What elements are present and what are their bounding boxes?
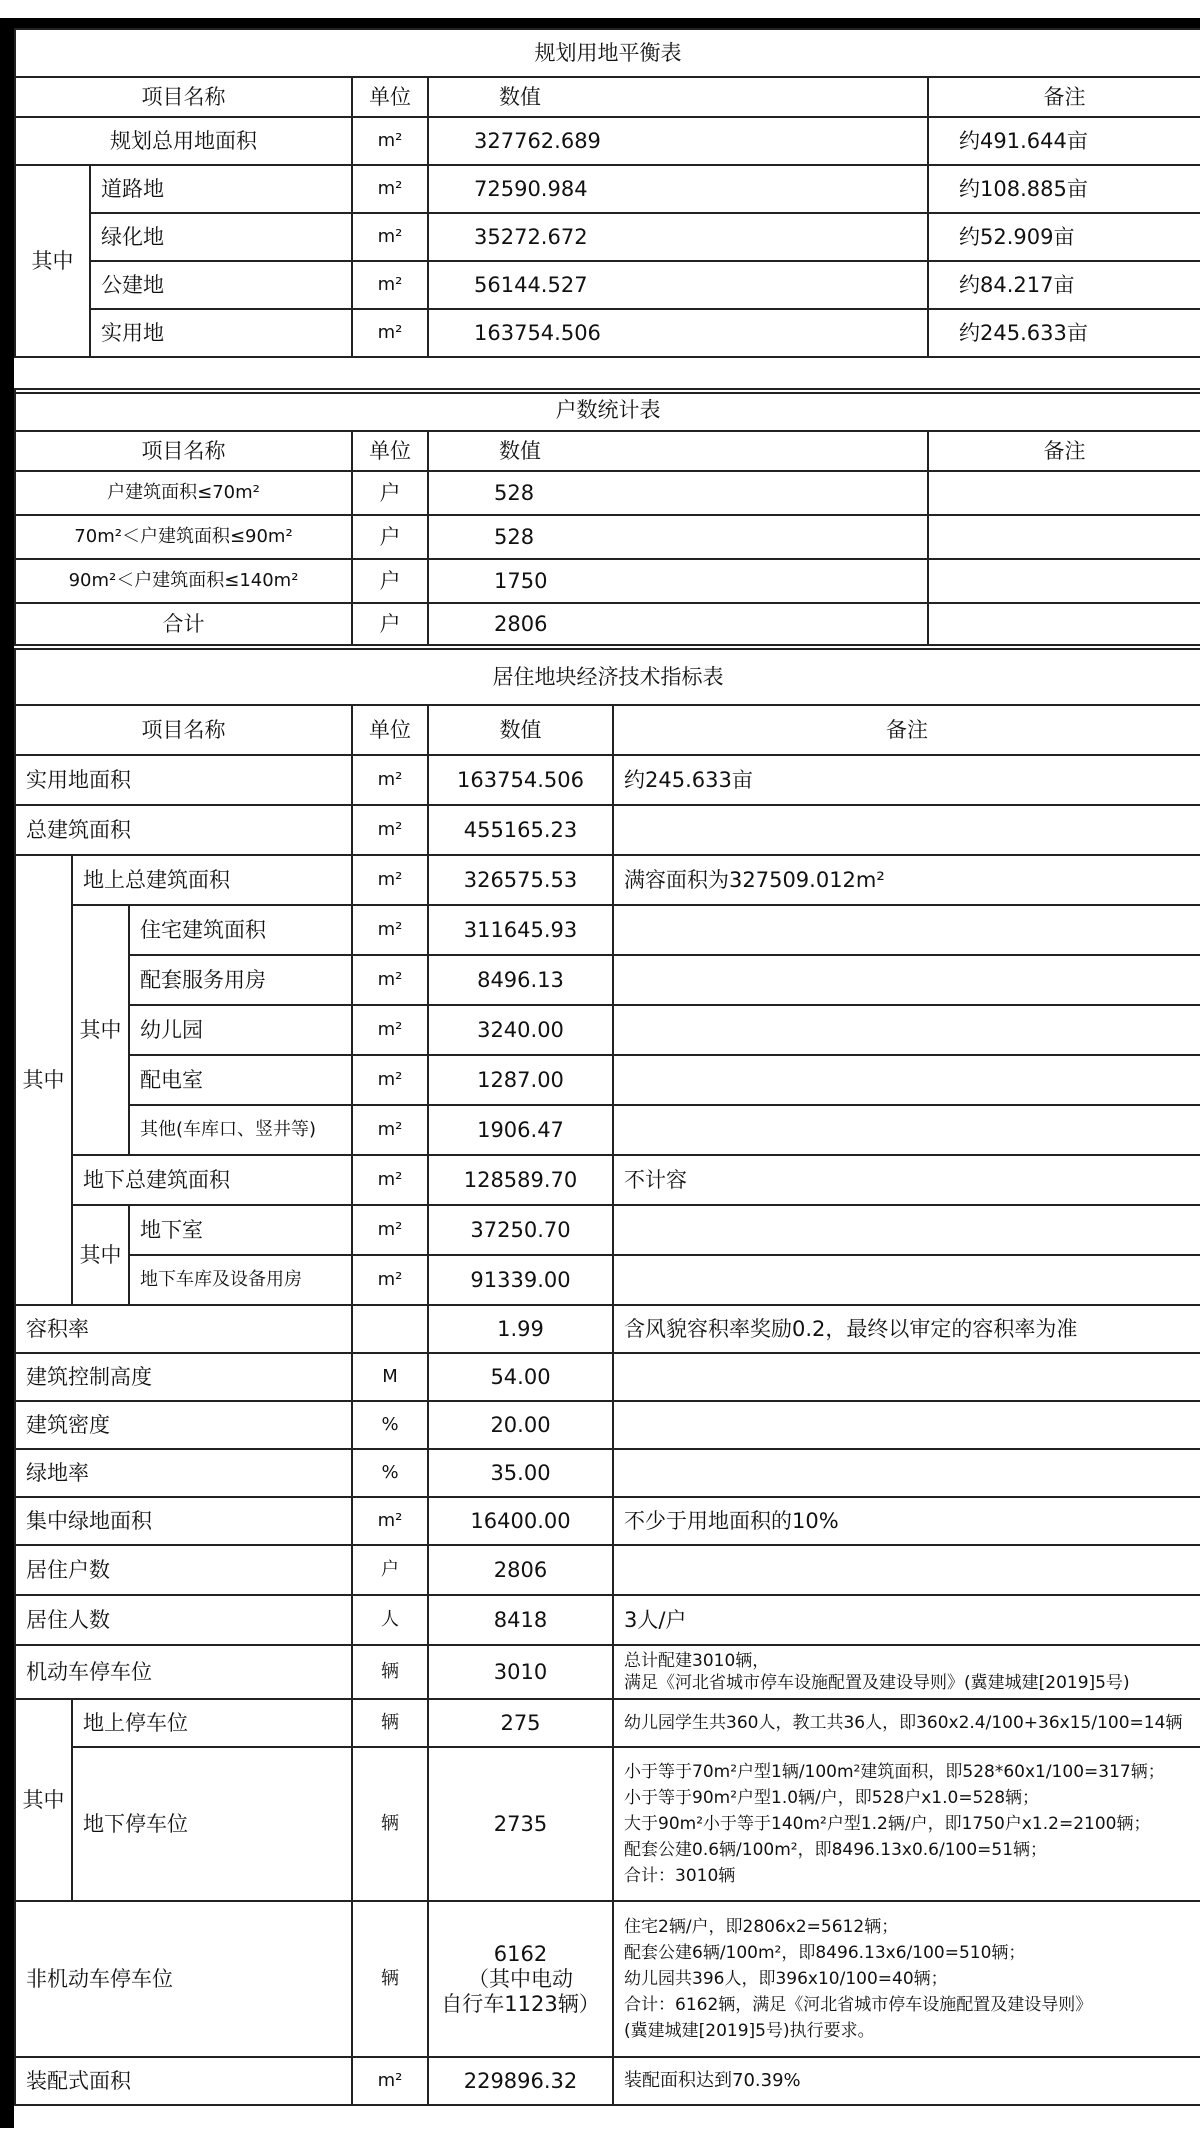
cell-note: 约245.633亩	[928, 309, 1200, 357]
cell-unit: m²	[352, 1255, 428, 1305]
group-label-outer: 其中	[15, 1699, 72, 1901]
cell-value: 3010	[428, 1645, 613, 1699]
cell-note	[613, 955, 1200, 1005]
table-title: 规划用地平衡表	[15, 29, 1200, 77]
cell-value: 8496.13	[428, 955, 613, 1005]
cell-value: 72590.984	[428, 165, 928, 213]
cell-note	[613, 1255, 1200, 1305]
cell-value: 311645.93	[428, 905, 613, 955]
cell-unit: m²	[352, 1105, 428, 1155]
cell-value: 3240.00	[428, 1005, 613, 1055]
cell-unit: m²	[352, 905, 428, 955]
cell-note	[928, 471, 1200, 515]
cell-note: 幼儿园学生共360人，教工共36人，即360x2.4/100+36x15/100=14辆	[613, 1699, 1200, 1747]
cell-value: 2806	[428, 1545, 613, 1595]
cell-value: 229896.32	[428, 2057, 613, 2105]
top-border	[0, 18, 1200, 28]
cell-unit: 户	[352, 559, 428, 603]
cell-note: 装配面积达到70.39%	[613, 2057, 1200, 2105]
cell-value: 163754.506	[428, 309, 928, 357]
cell-unit: 辆	[352, 1645, 428, 1699]
header-unit: 单位	[352, 431, 428, 471]
cell-name: 机动车停车位	[15, 1645, 352, 1699]
cell-value: 16400.00	[428, 1497, 613, 1545]
cell-value: 35.00	[428, 1449, 613, 1497]
header-value: 数值	[428, 431, 928, 471]
cell-note: 满容面积为327509.012m²	[613, 855, 1200, 905]
cell-note	[928, 603, 1200, 645]
cell-name: 地下车库及设备用房	[129, 1255, 352, 1305]
cell-name: 道路地	[90, 165, 352, 213]
header-name: 项目名称	[15, 705, 352, 755]
cell-note: 约108.885亩	[928, 165, 1200, 213]
cell-value: 326575.53	[428, 855, 613, 905]
cell-unit: M	[352, 1353, 428, 1401]
land-balance-table	[14, 28, 1200, 394]
cell-name: 容积率	[15, 1305, 352, 1353]
header-unit: 单位	[352, 77, 428, 117]
group-label-inner: 其中	[72, 1205, 129, 1305]
cell-name: 集中绿地面积	[15, 1497, 352, 1545]
cell-note: 约84.217亩	[928, 261, 1200, 309]
cell-name: 其他(车库口、竖井等)	[129, 1105, 352, 1155]
cell-note: 3人/户	[613, 1595, 1200, 1645]
cell-unit: 辆	[352, 1699, 428, 1747]
cell-note	[928, 559, 1200, 603]
cell-note: 约52.909亩	[928, 213, 1200, 261]
cell-value: 163754.506	[428, 755, 613, 805]
cell-value: 91339.00	[428, 1255, 613, 1305]
table-title: 户数统计表	[15, 389, 1200, 431]
cell-unit: m²	[352, 1205, 428, 1255]
cell-note	[613, 1353, 1200, 1401]
cell-name: 住宅建筑面积	[129, 905, 352, 955]
cell-unit: 辆	[352, 1747, 428, 1901]
cell-unit: m²	[352, 1055, 428, 1105]
cell-name: 70m²＜户建筑面积≤90m²	[15, 515, 352, 559]
cell-note: 含风貌容积率奖励0.2，最终以审定的容积率为准	[613, 1305, 1200, 1353]
cell-unit: 户	[352, 1545, 428, 1595]
cell-unit: m²	[352, 309, 428, 357]
cell-name: 实用地	[90, 309, 352, 357]
cell-note	[613, 905, 1200, 955]
cell-value: 1906.47	[428, 1105, 613, 1155]
cell-note	[928, 515, 1200, 559]
cell-value: 37250.70	[428, 1205, 613, 1255]
cell-name: 地下总建筑面积	[72, 1155, 352, 1205]
cell-unit: 户	[352, 471, 428, 515]
cell-note: 不计容	[613, 1155, 1200, 1205]
cell-name: 建筑密度	[15, 1401, 352, 1449]
cell-value: 56144.527	[428, 261, 928, 309]
cell-name: 绿化地	[90, 213, 352, 261]
cell-unit: m²	[352, 855, 428, 905]
cell-note	[613, 805, 1200, 855]
cell-unit: %	[352, 1401, 428, 1449]
cell-name: 幼儿园	[129, 1005, 352, 1055]
cell-name: 总建筑面积	[15, 805, 352, 855]
cell-unit: m²	[352, 261, 428, 309]
cell-name: 90m²＜户建筑面积≤140m²	[15, 559, 352, 603]
cell-name: 非机动车停车位	[15, 1901, 352, 2057]
cell-note: 约245.633亩	[613, 755, 1200, 805]
cell-unit: m²	[352, 1497, 428, 1545]
cell-name: 配套服务用房	[129, 955, 352, 1005]
cell-value: 6162 （其中电动 自行车1123辆）	[428, 1901, 613, 2057]
cell-note	[613, 1005, 1200, 1055]
cell-name: 居住人数	[15, 1595, 352, 1645]
cell-value: 455165.23	[428, 805, 613, 855]
cell-name: 地下停车位	[72, 1747, 352, 1901]
group-label-inner: 其中	[72, 905, 129, 1155]
cell-name: 装配式面积	[15, 2057, 352, 2105]
cell-unit: m²	[352, 1155, 428, 1205]
cell-name: 地下室	[129, 1205, 352, 1255]
cell-unit: m²	[352, 117, 428, 165]
cell-note	[613, 1105, 1200, 1155]
cell-note	[613, 1545, 1200, 1595]
cell-value: 128589.70	[428, 1155, 613, 1205]
header-unit: 单位	[352, 705, 428, 755]
header-value: 数值	[428, 705, 613, 755]
cell-unit: m²	[352, 955, 428, 1005]
cell-note: 住宅2辆/户，即2806x2=5612辆； 配套公建6辆/100m²，即8496.13x6/100=510辆； 幼儿园共396人，即396x10/100=40辆； 合计：6162辆，满足《河北省城市停车设施配置及建设导则》 (冀建城建[2019]5号)执行要求。	[613, 1901, 1200, 2057]
cell-unit: m²	[352, 2057, 428, 2105]
cell-unit	[352, 1305, 428, 1353]
cell-value: 1287.00	[428, 1055, 613, 1105]
header-value: 数值	[428, 77, 928, 117]
group-label-outer: 其中	[15, 855, 72, 1305]
header-name: 项目名称	[15, 431, 352, 471]
household-table	[14, 388, 1200, 646]
cell-name: 规划总用地面积	[15, 117, 352, 165]
header-note: 备注	[613, 705, 1200, 755]
cell-name: 户建筑面积≤70m²	[15, 471, 352, 515]
cell-name: 实用地面积	[15, 755, 352, 805]
left-border	[0, 28, 14, 2128]
cell-value: 327762.689	[428, 117, 928, 165]
cell-value: 528	[428, 515, 928, 559]
cell-unit: m²	[352, 755, 428, 805]
cell-note	[613, 1449, 1200, 1497]
cell-name: 地上总建筑面积	[72, 855, 352, 905]
cell-unit: 户	[352, 515, 428, 559]
cell-value: 1750	[428, 559, 928, 603]
table-title: 居住地块经济技术指标表	[15, 649, 1200, 705]
header-name: 项目名称	[15, 77, 352, 117]
cell-unit: m²	[352, 805, 428, 855]
cell-value: 20.00	[428, 1401, 613, 1449]
cell-name: 公建地	[90, 261, 352, 309]
cell-value: 1.99	[428, 1305, 613, 1353]
cell-unit: m²	[352, 1005, 428, 1055]
tech-indicators-table	[14, 648, 1200, 2106]
cell-note	[613, 1401, 1200, 1449]
cell-note: 约491.644亩	[928, 117, 1200, 165]
cell-value: 8418	[428, 1595, 613, 1645]
cell-name: 建筑控制高度	[15, 1353, 352, 1401]
cell-name: 配电室	[129, 1055, 352, 1105]
cell-unit: m²	[352, 213, 428, 261]
header-note: 备注	[928, 77, 1200, 117]
cell-value: 2806	[428, 603, 928, 645]
cell-unit: %	[352, 1449, 428, 1497]
cell-note: 总计配建3010辆， 满足《河北省城市停车设施配置及建设导则》(冀建城建[2019]5号)	[613, 1645, 1200, 1699]
header-note: 备注	[928, 431, 1200, 471]
cell-unit: 辆	[352, 1901, 428, 2057]
cell-name: 地上停车位	[72, 1699, 352, 1747]
cell-note: 小于等于70m²户型1辆/100m²建筑面积，即528*60x1/100=317辆； 小于等于90m²户型1.0辆/户，即528户x1.0=528辆； 大于90m²小于等于140m²户型1.2辆/户，即1750户x1.2=2100辆； 配套公建0.6辆/100m²，即8496.13x0.6/100=51辆； 合计：3010辆	[613, 1747, 1200, 1901]
cell-unit: 人	[352, 1595, 428, 1645]
cell-value: 54.00	[428, 1353, 613, 1401]
cell-value: 35272.672	[428, 213, 928, 261]
group-label: 其中	[15, 165, 90, 357]
cell-name: 居住户数	[15, 1545, 352, 1595]
cell-note	[613, 1205, 1200, 1255]
cell-value: 528	[428, 471, 928, 515]
cell-note: 不少于用地面积的10%	[613, 1497, 1200, 1545]
cell-value: 275	[428, 1699, 613, 1747]
cell-unit: m²	[352, 165, 428, 213]
cell-name: 绿地率	[15, 1449, 352, 1497]
cell-name: 合计	[15, 603, 352, 645]
cell-unit: 户	[352, 603, 428, 645]
cell-value: 2735	[428, 1747, 613, 1901]
cell-note	[613, 1055, 1200, 1105]
